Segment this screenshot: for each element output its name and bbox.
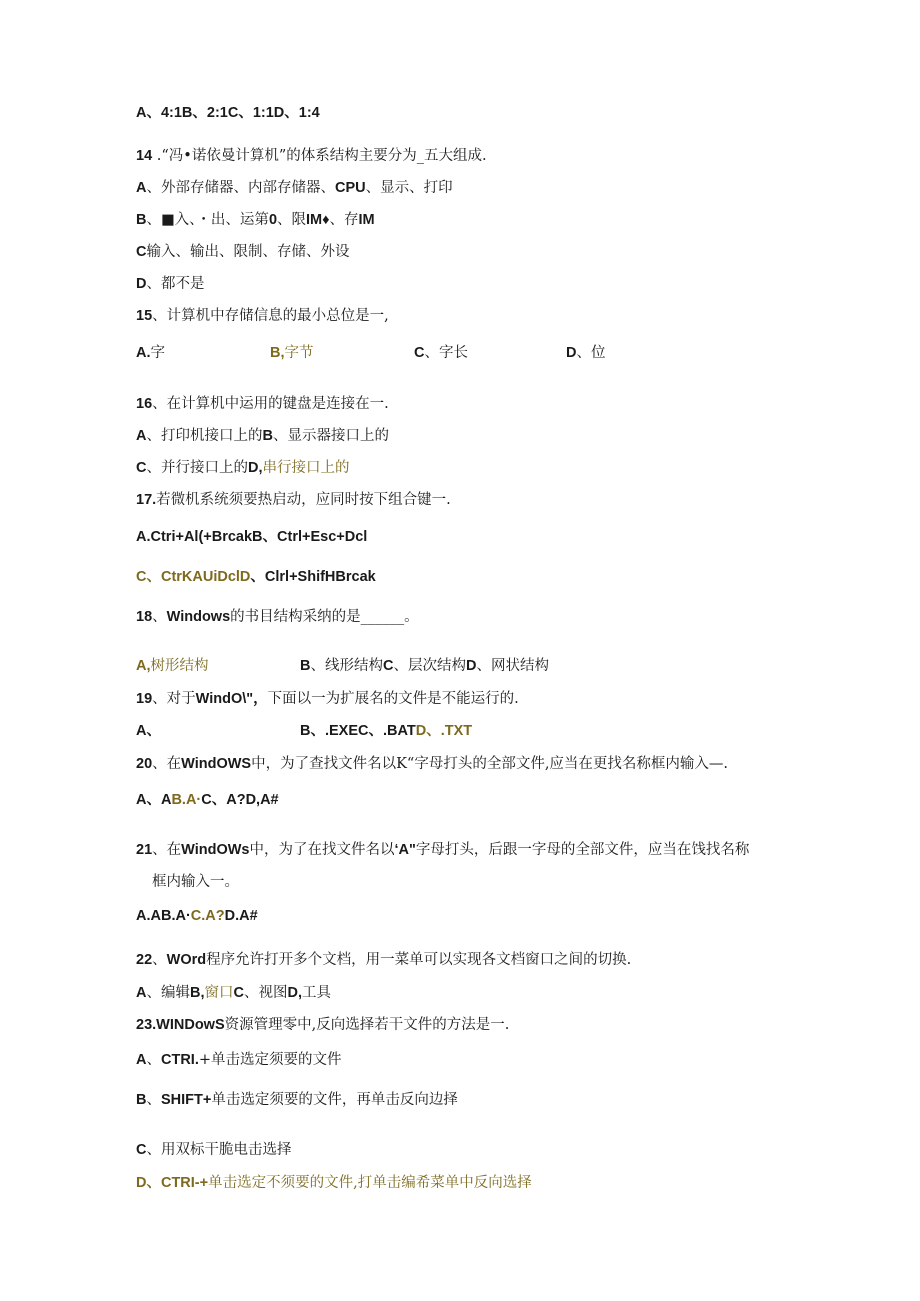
text-segment: A、 xyxy=(136,723,161,739)
text-segment: 16 xyxy=(136,396,153,412)
text-segment: B、.EXEC、.BAT xyxy=(300,723,416,739)
text-segment: 、在计算机中运用的键盘是连接在一. xyxy=(152,396,389,412)
line-q21-opts xyxy=(136,906,258,926)
text-segment: WindO\"， xyxy=(195,691,268,707)
line-q14-b xyxy=(136,210,375,230)
text-segment: D xyxy=(465,658,477,674)
line-q17-ab xyxy=(136,527,367,547)
text-segment: D.A# xyxy=(224,908,258,924)
text-segment: 22 xyxy=(136,952,153,968)
text-segment: A.Ctri+Al(+BrcakB、Ctrl+Esc+Dcl xyxy=(136,529,368,545)
option-q15-options-3 xyxy=(566,343,605,363)
text-segment: 、限 xyxy=(277,212,307,228)
text-segment: C xyxy=(136,460,147,476)
text-segment: C、A?D,A# xyxy=(201,792,279,808)
text-segment: SHIFT+ xyxy=(160,1092,212,1108)
text-segment: 中，为了在找文件名以 xyxy=(249,842,395,858)
line-q23 xyxy=(136,1015,509,1035)
text-segment: IM xyxy=(358,212,375,228)
text-segment: C xyxy=(136,244,147,260)
text-segment: 输入、输出、限制、存储、外设 xyxy=(146,244,350,260)
option-q18-options-1 xyxy=(300,656,549,676)
text-segment: 树形结构 xyxy=(150,658,209,674)
text-segment: 框内输入一。 xyxy=(152,874,239,890)
text-segment: 、 xyxy=(146,1052,161,1068)
text-segment: 若微机系统须要热启动，应同时按下组合键一. xyxy=(156,492,451,508)
text-segment: 串行接口上的 xyxy=(262,460,350,476)
line-q20 xyxy=(136,754,728,774)
text-segment: A xyxy=(136,1052,147,1068)
option-q19-options-0 xyxy=(136,721,161,741)
option-q15-options-1 xyxy=(270,343,314,363)
text-segment: A.AB.A· xyxy=(136,908,191,924)
text-segment: 、 xyxy=(146,1092,161,1108)
text-segment: B xyxy=(136,212,147,228)
text-segment: B.A· xyxy=(171,792,202,808)
line-q15 xyxy=(136,306,389,326)
text-segment: B xyxy=(300,658,311,674)
text-segment: 、计算机中存储信息的最小总位是一, xyxy=(152,308,389,324)
text-segment: 、并行接口上的 xyxy=(146,460,248,476)
line-q19 xyxy=(136,689,519,709)
text-segment: C xyxy=(136,1142,147,1158)
text-segment: D xyxy=(136,276,147,292)
text-segment: A xyxy=(136,985,147,1001)
text-segment: D、.TXT xyxy=(415,723,473,739)
text-segment: 、字长 xyxy=(424,345,468,361)
text-segment: 窗口 xyxy=(204,985,234,1001)
line-q16-ab xyxy=(136,426,389,446)
text-segment: 的书目结构采纳的是______。 xyxy=(230,609,419,625)
text-segment: 、在 xyxy=(152,756,182,772)
text-segment: A xyxy=(136,180,147,196)
text-segment: 、用双标干脆电击选择 xyxy=(146,1142,292,1158)
text-segment: Windows xyxy=(166,609,231,625)
line-q23-d xyxy=(136,1173,532,1193)
text-segment: B, xyxy=(189,985,205,1001)
text-segment: 、线形结构 xyxy=(310,658,383,674)
text-segment: 单击选定须要的文件，再单击反向边择 xyxy=(211,1092,458,1108)
text-segment: 、网状结构 xyxy=(476,658,549,674)
text-segment: .“冯•诺依曼计算机”的体系结构主要分为_五大组成. xyxy=(152,148,487,164)
line-q20-opts xyxy=(136,790,279,810)
text-segment: 、打印机接口上的 xyxy=(146,428,263,444)
line-q14-c xyxy=(136,242,349,262)
text-segment: A、4:1B、2:1C、1:1D、1:4 xyxy=(136,105,320,121)
text-segment: 、Clrl+ShifHBrcak xyxy=(250,569,376,585)
text-segment: IM♦ xyxy=(306,212,330,228)
line-q14 xyxy=(136,146,487,166)
text-segment: 、显示器接口上的 xyxy=(272,428,389,444)
line-q18 xyxy=(136,607,419,627)
text-segment: A, xyxy=(136,658,151,674)
text-segment: 下面以一为扩展名的文件是不能运行的. xyxy=(267,691,519,707)
text-segment: 、对于 xyxy=(152,691,196,707)
text-segment: 中，为了查找文件名以K“字母打头的全部文件,应当在更找名称框内输入—. xyxy=(251,756,729,772)
line-q16 xyxy=(136,394,389,414)
text-segment: D, xyxy=(287,985,302,1001)
text-segment: 18 xyxy=(136,609,153,625)
text-segment: B xyxy=(136,1092,147,1108)
text-segment: CPU xyxy=(334,180,366,196)
text-segment: C xyxy=(382,658,394,674)
text-segment: 0 xyxy=(268,212,278,228)
line-q16-cd xyxy=(136,458,349,478)
text-segment: A. xyxy=(136,345,151,361)
text-segment: 字母打头，后跟一字母的全部文件，应当在饯找名称 xyxy=(415,842,750,858)
text-segment: WindOWs xyxy=(181,842,250,858)
text-segment: B, xyxy=(270,345,285,361)
option-q15-options-0 xyxy=(136,343,165,363)
text-segment: 21 xyxy=(136,842,153,858)
text-segment: 14 xyxy=(136,148,153,164)
text-segment: 字节 xyxy=(284,345,314,361)
text-segment: ‘A" xyxy=(394,842,416,858)
text-segment: 、在 xyxy=(152,842,182,858)
line-q14-a xyxy=(136,178,453,198)
text-segment: C xyxy=(414,345,425,361)
text-segment: 、编辑 xyxy=(146,985,190,1001)
text-segment: C、CtrKAUiDclD xyxy=(136,569,251,585)
text-segment: 、显示、打印 xyxy=(365,180,453,196)
line-q22-opts xyxy=(136,983,331,1003)
line-q21-cont xyxy=(152,872,239,892)
line-q23-c xyxy=(136,1140,291,1160)
text-segment: A xyxy=(136,428,147,444)
text-segment: 工具 xyxy=(301,985,331,1001)
line-q17-cd xyxy=(136,567,376,587)
text-segment: D, xyxy=(247,460,263,476)
text-segment: 、视图 xyxy=(243,985,288,1001)
text-segment: 、位 xyxy=(576,345,606,361)
text-segment: +单击选定须要的文件 xyxy=(198,1052,342,1068)
text-segment: 字 xyxy=(150,345,165,361)
text-segment: WindOWS xyxy=(181,756,252,772)
text-segment: C.A? xyxy=(190,908,225,924)
text-segment: 、层次结构 xyxy=(393,658,466,674)
text-segment: 程序允许打开多个文档，用一菜单可以实现各文档窗口之间的切换. xyxy=(206,952,632,968)
text-segment: 23.WINDowS xyxy=(136,1017,225,1033)
text-segment: 、外部存储器、内部存储器、 xyxy=(146,180,335,196)
text-segment: D、CTRI-+ xyxy=(136,1175,209,1191)
text-segment: 20 xyxy=(136,756,153,772)
line-q17 xyxy=(136,490,451,510)
text-segment: 、存 xyxy=(329,212,359,228)
text-segment: 、 xyxy=(152,952,167,968)
option-q19-options-1 xyxy=(300,721,472,741)
text-segment: 17. xyxy=(136,492,157,508)
option-q18-options-0 xyxy=(136,656,209,676)
text-segment: A、A xyxy=(136,792,172,808)
line-q21 xyxy=(136,840,749,860)
text-segment: 、■入、・出、运第 xyxy=(146,212,269,228)
text-segment: 19 xyxy=(136,691,153,707)
text-segment: 、 xyxy=(152,609,167,625)
text-segment: 资源管理零中,反向选择若干文件的方法是一. xyxy=(224,1017,510,1033)
text-segment: WOrd xyxy=(166,952,207,968)
line-q23-a xyxy=(136,1050,342,1070)
text-segment: CTRI. xyxy=(160,1052,199,1068)
option-q15-options-2 xyxy=(414,343,468,363)
text-segment: 、都不是 xyxy=(146,276,205,292)
line-q23-b xyxy=(136,1090,458,1110)
text-segment: 单击选定不须要的文件,打单击编希菜单中反向选择 xyxy=(208,1175,532,1191)
text-segment: B xyxy=(262,428,273,444)
line-q22 xyxy=(136,950,631,970)
text-segment: D xyxy=(566,345,577,361)
line-q14-d xyxy=(136,274,204,294)
text-segment: C xyxy=(233,985,244,1001)
line-q13-options xyxy=(136,103,320,123)
text-segment: 15 xyxy=(136,308,153,324)
